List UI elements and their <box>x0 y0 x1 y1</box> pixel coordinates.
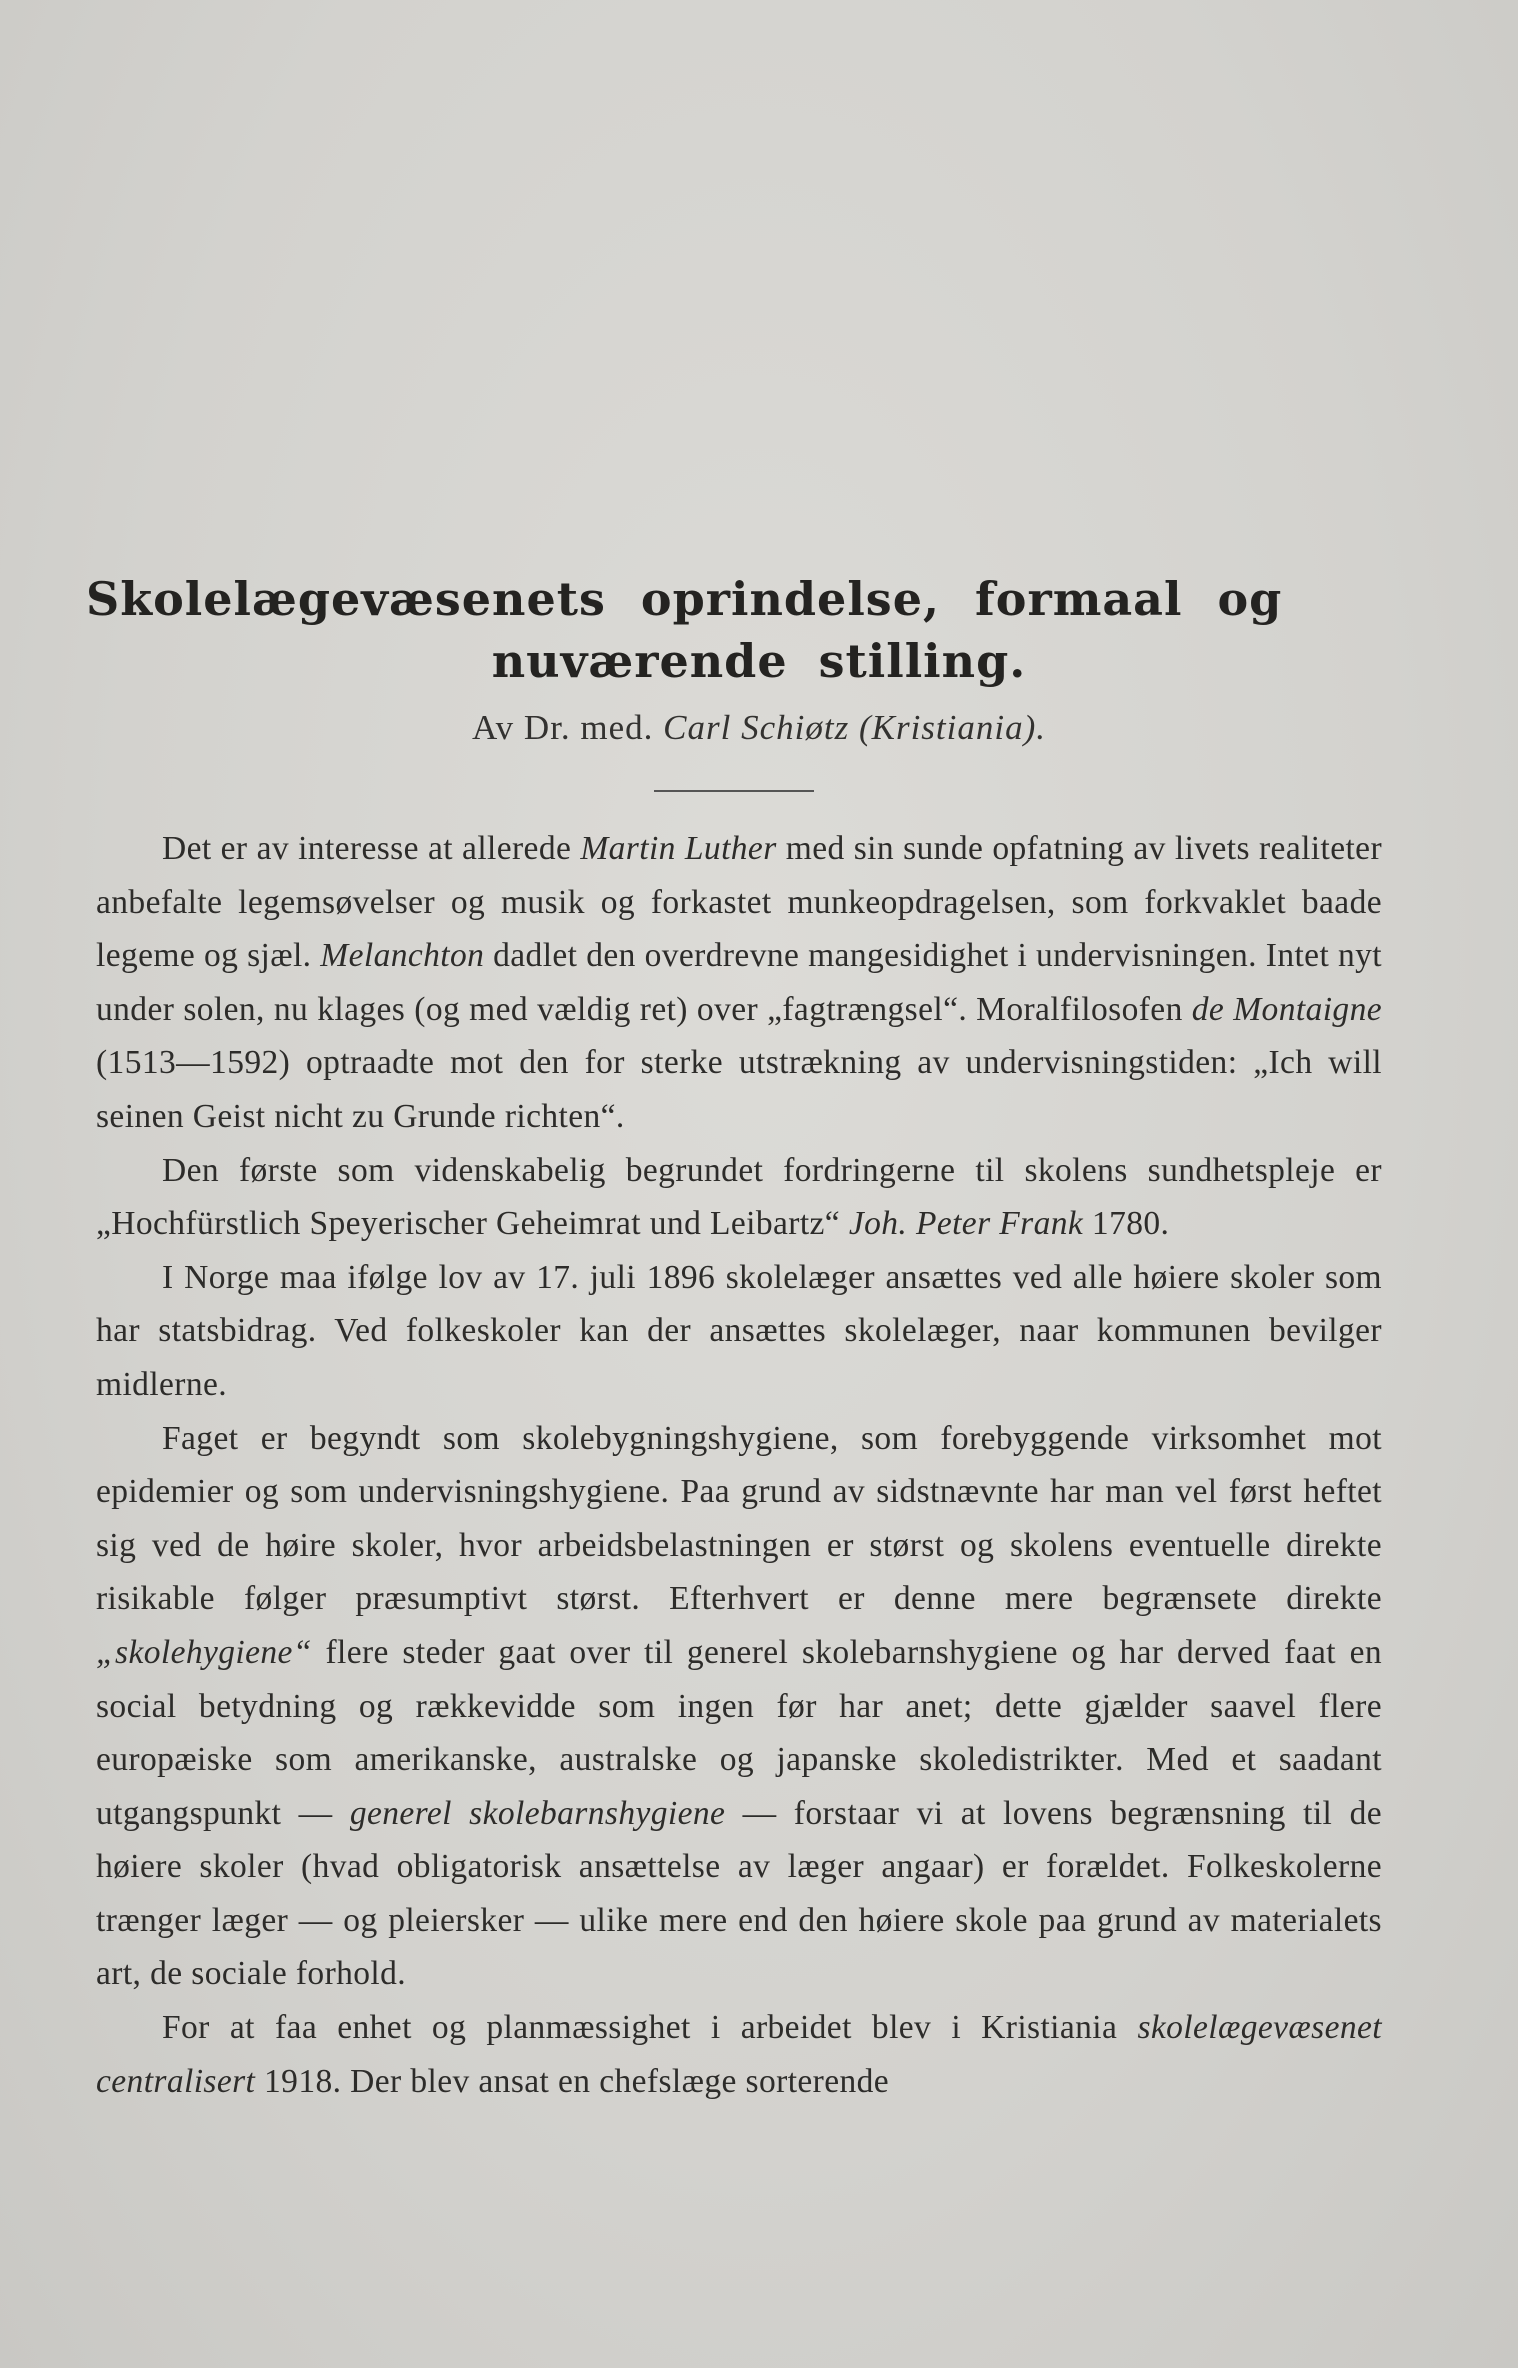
text-segment: Det er av interesse at allerede <box>162 830 581 867</box>
italic-text-segment: „skolehygiene“ <box>96 1633 312 1671</box>
byline-author: Carl Schiøtz (Kristiania). <box>663 708 1047 747</box>
article-title-line-2: nuværende stilling. <box>491 634 1027 688</box>
italic-text-segment: generel skolebarnshygiene <box>349 1794 726 1832</box>
text-segment: Faget er begyndt som skolebygningshygiene, som forebyggende virksomhet mot epidemier og som undervisningshygiene. Paa grund av sidstnævnte har man vel først heftet sig ved de høire skoler, hvor arbeidsbelastningen er størst og skolens eventuelle direkte risikable følger præsumptivt størst. Efterhvert er denne mere begrænsete direkte <box>96 1419 1382 1618</box>
body-paragraph <box>96 1251 1382 1412</box>
text-segment: — forstaar vi at lovens begrænsning til de høiere skoler (hvad obligatorisk ansættelse av læger angaar) er forældet. Folkeskolerne trænger læger — og pleiersker — ulike mere end den høiere skole paa grund av materialets art, de sociale forhold. <box>96 1794 1382 1993</box>
italic-text-segment: Martin Luther <box>580 830 777 867</box>
body-paragraph <box>96 822 1382 1144</box>
text-segment: Den første som videnskabelig begrundet fordringerne til skolens sundhetspleje er „Hochfürstlich Speyerischer Geheimrat und Leibartz“ <box>96 1151 1382 1243</box>
text-segment: dadlet den overdrevne mangesidighet i undervisningen. Intet nyt under solen, nu klages (og med vældig ret) over „fagtrængsel“. Moralfilosofen <box>96 937 1382 1028</box>
title-divider <box>654 790 814 792</box>
text-segment: 1780. <box>1083 1205 1170 1243</box>
italic-text-segment: skolelægevæsenet centralisert <box>96 2009 1382 2100</box>
text-segment: 1918. Der blev ansat en chefslæge sorterende <box>255 2062 890 2100</box>
body-paragraph <box>96 2001 1382 2108</box>
text-segment: flere steder gaat over til generel skolebarnshygiene og har derved faat en social betydning og rækkevidde som ingen før har anet; dette gjælder saavel flere europæiske som amerikanske, australske og japanske skoledistrikter. Med et saadant utgangspunkt — <box>96 1633 1382 1832</box>
italic-text-segment: Joh. Peter Frank <box>848 1205 1084 1243</box>
byline-prefix: Av Dr. med. <box>471 708 654 747</box>
article-byline <box>0 708 1518 748</box>
italic-text-segment: Melanchton <box>320 937 485 975</box>
text-segment: (1513—1592) optraadte mot den for sterke utstrækning av undervisningstiden: „Ich will seinen Geist nicht zu Grunde richten“. <box>96 1044 1382 1135</box>
article-title-line-1: Skolelægevæsenets oprindelse, formaal og <box>86 572 1283 626</box>
text-segment: I Norge maa ifølge lov av 17. juli 1896 skolelæger ansættes ved alle høiere skoler som har statsbidrag. Ved folkeskoler kan der ansættes skolelæger, naar kommunen bevilger midlerne. <box>96 1258 1382 1403</box>
article-body <box>96 822 1382 2108</box>
body-paragraph <box>96 1144 1382 1251</box>
text-segment: For at faa enhet og planmæssighet i arbeidet blev i Kristiania <box>162 2009 1138 2047</box>
italic-text-segment: de Montaigne <box>1191 990 1382 1028</box>
body-paragraph <box>96 1412 1382 2002</box>
text-segment: med sin sunde opfatning av livets realiteter anbefalte legemsøvelser og musik og forkastet munkeopdragelsen, som forkvaklet baade legeme og sjæl. <box>96 830 1383 975</box>
